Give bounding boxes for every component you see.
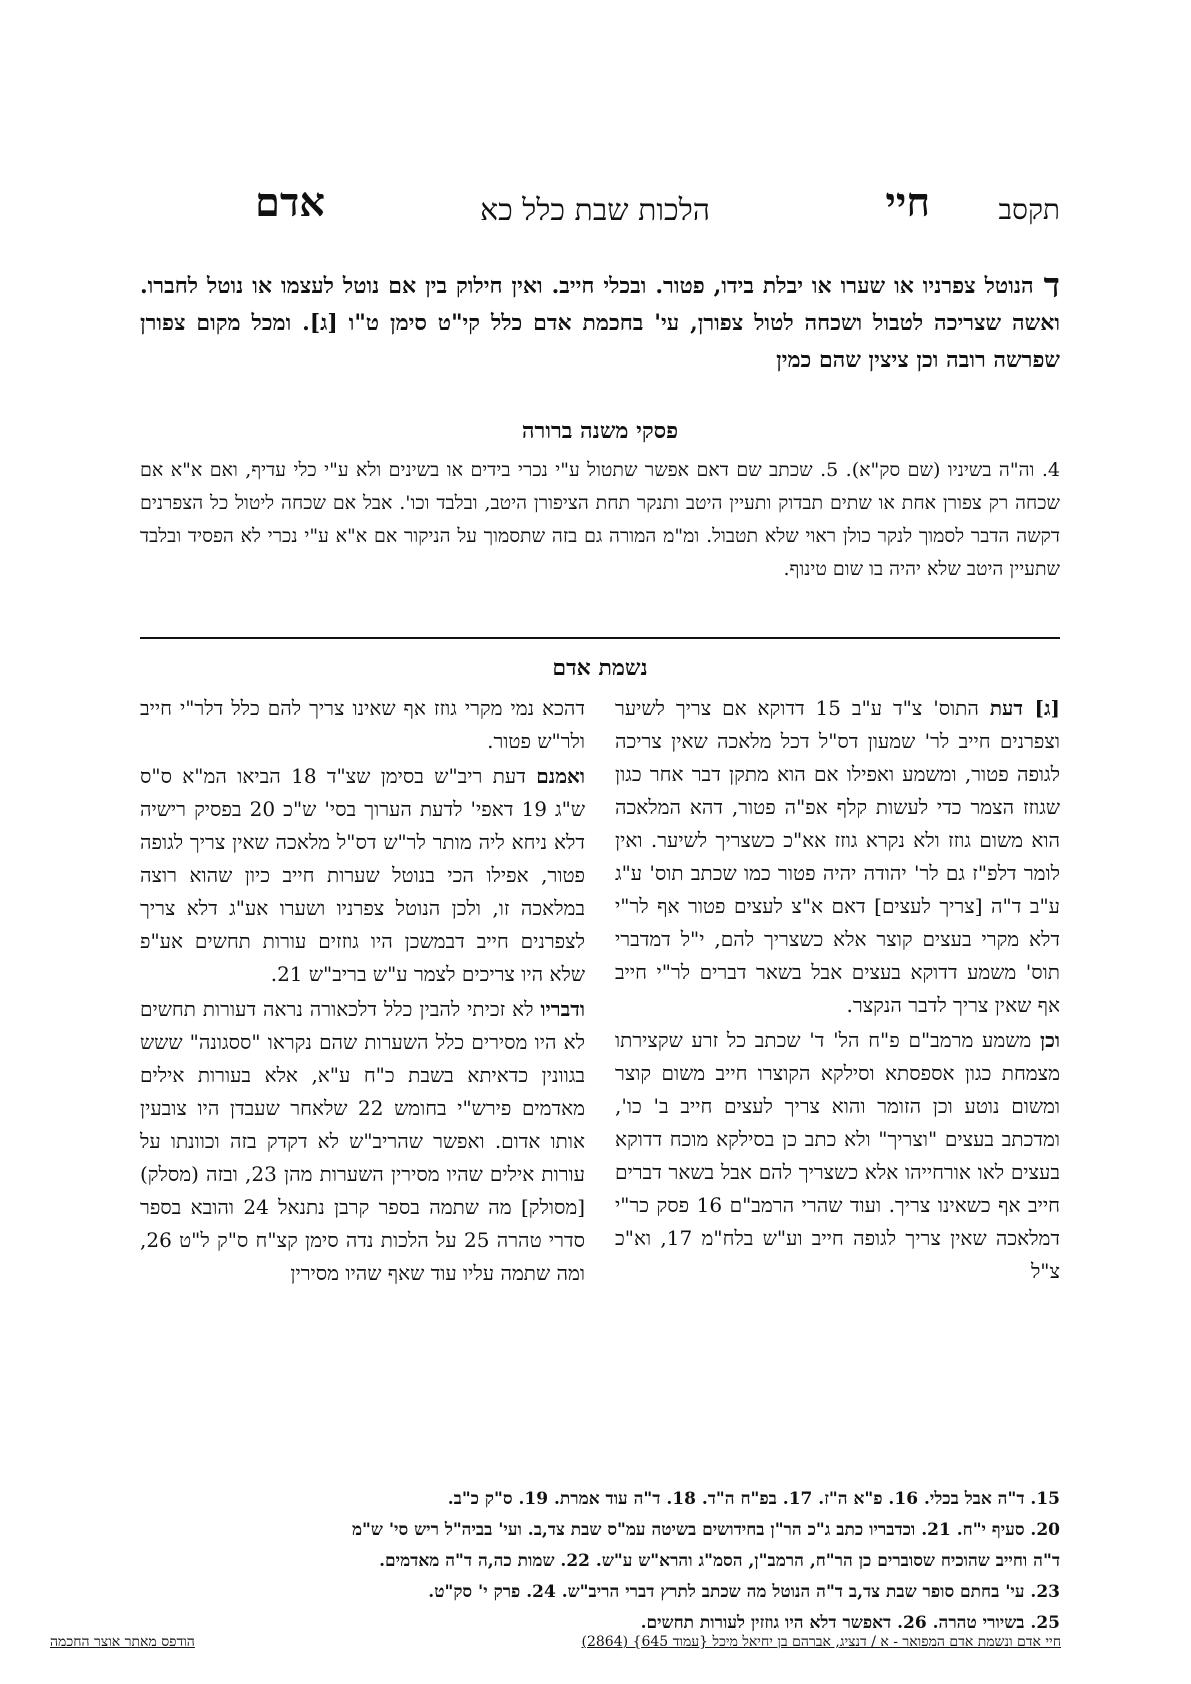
paragraph-text: התוס' צ"ד ע"ב 15 דדוקא אם צריך לשיער וצפרנים חייב לר' שמעון דס"ל דכל מלאכה שאין צריכה לגופה פטור, ומשמע ואפילו אם הוא מתקן דבר אחר כגון שגוזז הצמר כדי לעשות קלף אפ"ה פטור, דהא המלאכה הוא משום גוזז ולא נקרא גוזז אא"כ כשצריך לשיער. ואין לומר דלפ"ז גם לר' יהודה יהיה פטור כמו שכתב תוס' ע"ג ע"ב ד"ה [צריך לעצים] דאם א"צ לעצים פטור אף לר"י דלא מקרי בעצים קוצר אלא כשצריך להם, י"ל דמדברי תוס' משמע דדוקא בעצים אבל בשאר דברים לר"י חייב אף שאין צריך לדבר הנקצר. [615,696,1060,1017]
paragraph-text: דעת ריב"ש בסימן שצ"ד 18 הביאו המ"א ס"ס ש"ג 19 דאפי' לדעת הערוך בסי' ש"כ 20 בפסיק רישיה דלא ניחא ליה מותר לר"ש דס"ל מלאכה שאין צריך לגופה פטור, אפילו הכי בנוטל שערות חייב כיון שהוא רוצה במלאכה זו, ולכן הנוטל צפרניו ושערו אע"ג דלא צריך לצפרנים חייב דבמשכן היו גוזזים עורות תחשים אע"פ שלא היו צריכים לצמר ע"ש בריב"ש 21. [140,764,585,986]
commentary-paragraph [140,692,585,758]
section-divider [140,637,1060,639]
commentary-right-column [615,692,1060,1290]
psakim-text: 4. וה"ה בשיניו (שם סק"א). 5. שכתב שם דאם אפשר שתטול ע"י נכרי בידים או בשינים ולא ע"י כלי עדיף, ואם א"א אם שכחה רק צפורן אחת או שתים תבדוק ותעיין היטב ותנקר תחת הציפורן היטב, ובלבד וכו'. אבל אם שכחה ליטול כל הצפרנים דקשה הדבר לסמוך לנקר כולן ראוי שלא תטבול. ומ"מ המורה גם בזה שתסמוך על הניקור אם א"א ע"י נכרי לא הפסיד ובלבד שתעיין היטב שלא יהיה בו שום טינוף. [140,459,1060,580]
source-link[interactable]: חיי אדם ונשמת אדם המפואר - א / דנציג, אברהם בן יחיאל מיכל {עמוד 645} (2864) [581,1634,1061,1650]
psakim-heading: פסקי משנה ברורה [521,418,679,444]
commentary-paragraph [140,993,585,1290]
paragraph-text: דהכא נמי מקרי גוזז אף שאינו צריך להם כלל דלר"י חייב ולר"ש פטור. [140,696,585,753]
footnote-line: 25. בשיורי טהרה. 26. דאפשר דלא היו גוזזין לעורות תחשים. [640,1613,1060,1633]
footnote-line: 20. סעיף י"ח. 21. וכדבריו כתב ג"כ הר"ן בחידושים בשיטה עמ"ס שבת צד,ב. ועי' בביה"ל ריש סי' ש"מ [351,1520,1060,1540]
main-body: הנוטל צפרניו או שערו או יבלת בידו, פטור. ובכלי חייב. ואין חילוק בין אם נוטל לעצמו או נוטל לחברו. ואשה שצריכה לטבול ושכחה לטול צפורן, עי' בחכמת אדם כלל קי"ט סימן ט"ו [ג]. ומכל מקום צפורן שפרשה רובה וכן ציצין שהם כמין [140,273,1060,373]
footnote-line: 23. עי' בחתם סופר שבת צד,ב ד"ה הנוטל מה שכתב לתרץ דברי הריב"ש. 24. פרק י' סק"ט. [428,1582,1060,1602]
page-number: תקסב [998,193,1060,226]
paragraph-text: משמע מרמב"ם פ"ח הל' ד' שכתב כל זרע שקצירתו מצמחת כגון אספסתא וסילקא הקוצרו חייב משום קוצר ומשום נוטע וכן הזומר והוא צריך לעצים חייב ב' כו', ומדכתב בעצים "וצריך" ולא כתב כן בסילקא מוכח דדוקא בעצים לאו אורחייהו אלא כשצריך להם אבל בשאר דברים חייב אף כשאינו צריך. ועוד שהרי הרמב"ם 16 פסק כר"י דמלאכה שאין צריך לגופה חייב וע"ש בלח"מ 17, וא"כ צ"ל [615,1028,1061,1283]
main-halacha-text [140,268,1060,379]
commentary-paragraph [140,760,585,991]
paragraph-keyword: ואמנם [536,764,586,788]
footnote-line: 15. ד"ה אבל בכלי. 16. פ"א ה"ז. 17. בפ"ח ה"ד. 18. ד"ה עוד אמרת. 19. ס"ק כ"ב. [447,1489,1060,1509]
paragraph-text: לא זכיתי להבין כלל דלכאורה נראה דעורות תחשים לא היו מסירים כלל השערות שהם נקראו "ססגונה" ששש בגוונין כדאיתא בשבת כ"ח ע"א, אלא בעורות אילים מאדמים פירש"י בחומש 22 שלאחר שעבדן היו צובעין אותו אדום. ואפשר שהריב"ש לא דקדק בזה וכוונתו על עורות אילים שהיו מסירין השערות מהן 23, ובזה (מסלק) [מסולק] מה שתמה בספר קרבן נתנאל 24 והובא בספר סדרי טהרה 25 על הלכות נדה סימן קצ"ח ס"ק ל"ט 26, ומה שתמה עליו עוד שאף שהיו מסירין [140,997,586,1285]
footnote-line: ד"ה וחייב שהוכיח שסוברים כן הר"ח, הרמב"ן, הסמ"ג והרא"ש ע"ש. 22. שמות כה,ה ד"ה מאדמים. [379,1551,1060,1571]
running-title-right: חיי [885,179,930,226]
nishmat-heading: נשמת אדם [552,655,648,681]
paragraph-keyword: וכן [1040,1028,1060,1052]
section-letter: ד [1043,266,1060,306]
paragraph-keyword: [ג] דעת [989,696,1061,720]
paragraph-keyword: ודבריו [540,997,585,1021]
footnotes [140,1484,1060,1639]
commentary-paragraph [615,692,1060,1022]
running-title-left: אדם [255,179,325,226]
commentary-left-column [140,692,585,1292]
printed-from-link[interactable]: הודפס מאתר אוצר החכמה [50,1634,195,1650]
page-header [140,175,1060,245]
commentary-paragraph [615,1024,1060,1288]
running-title-center: הלכות שבת כלל כא [480,193,710,228]
